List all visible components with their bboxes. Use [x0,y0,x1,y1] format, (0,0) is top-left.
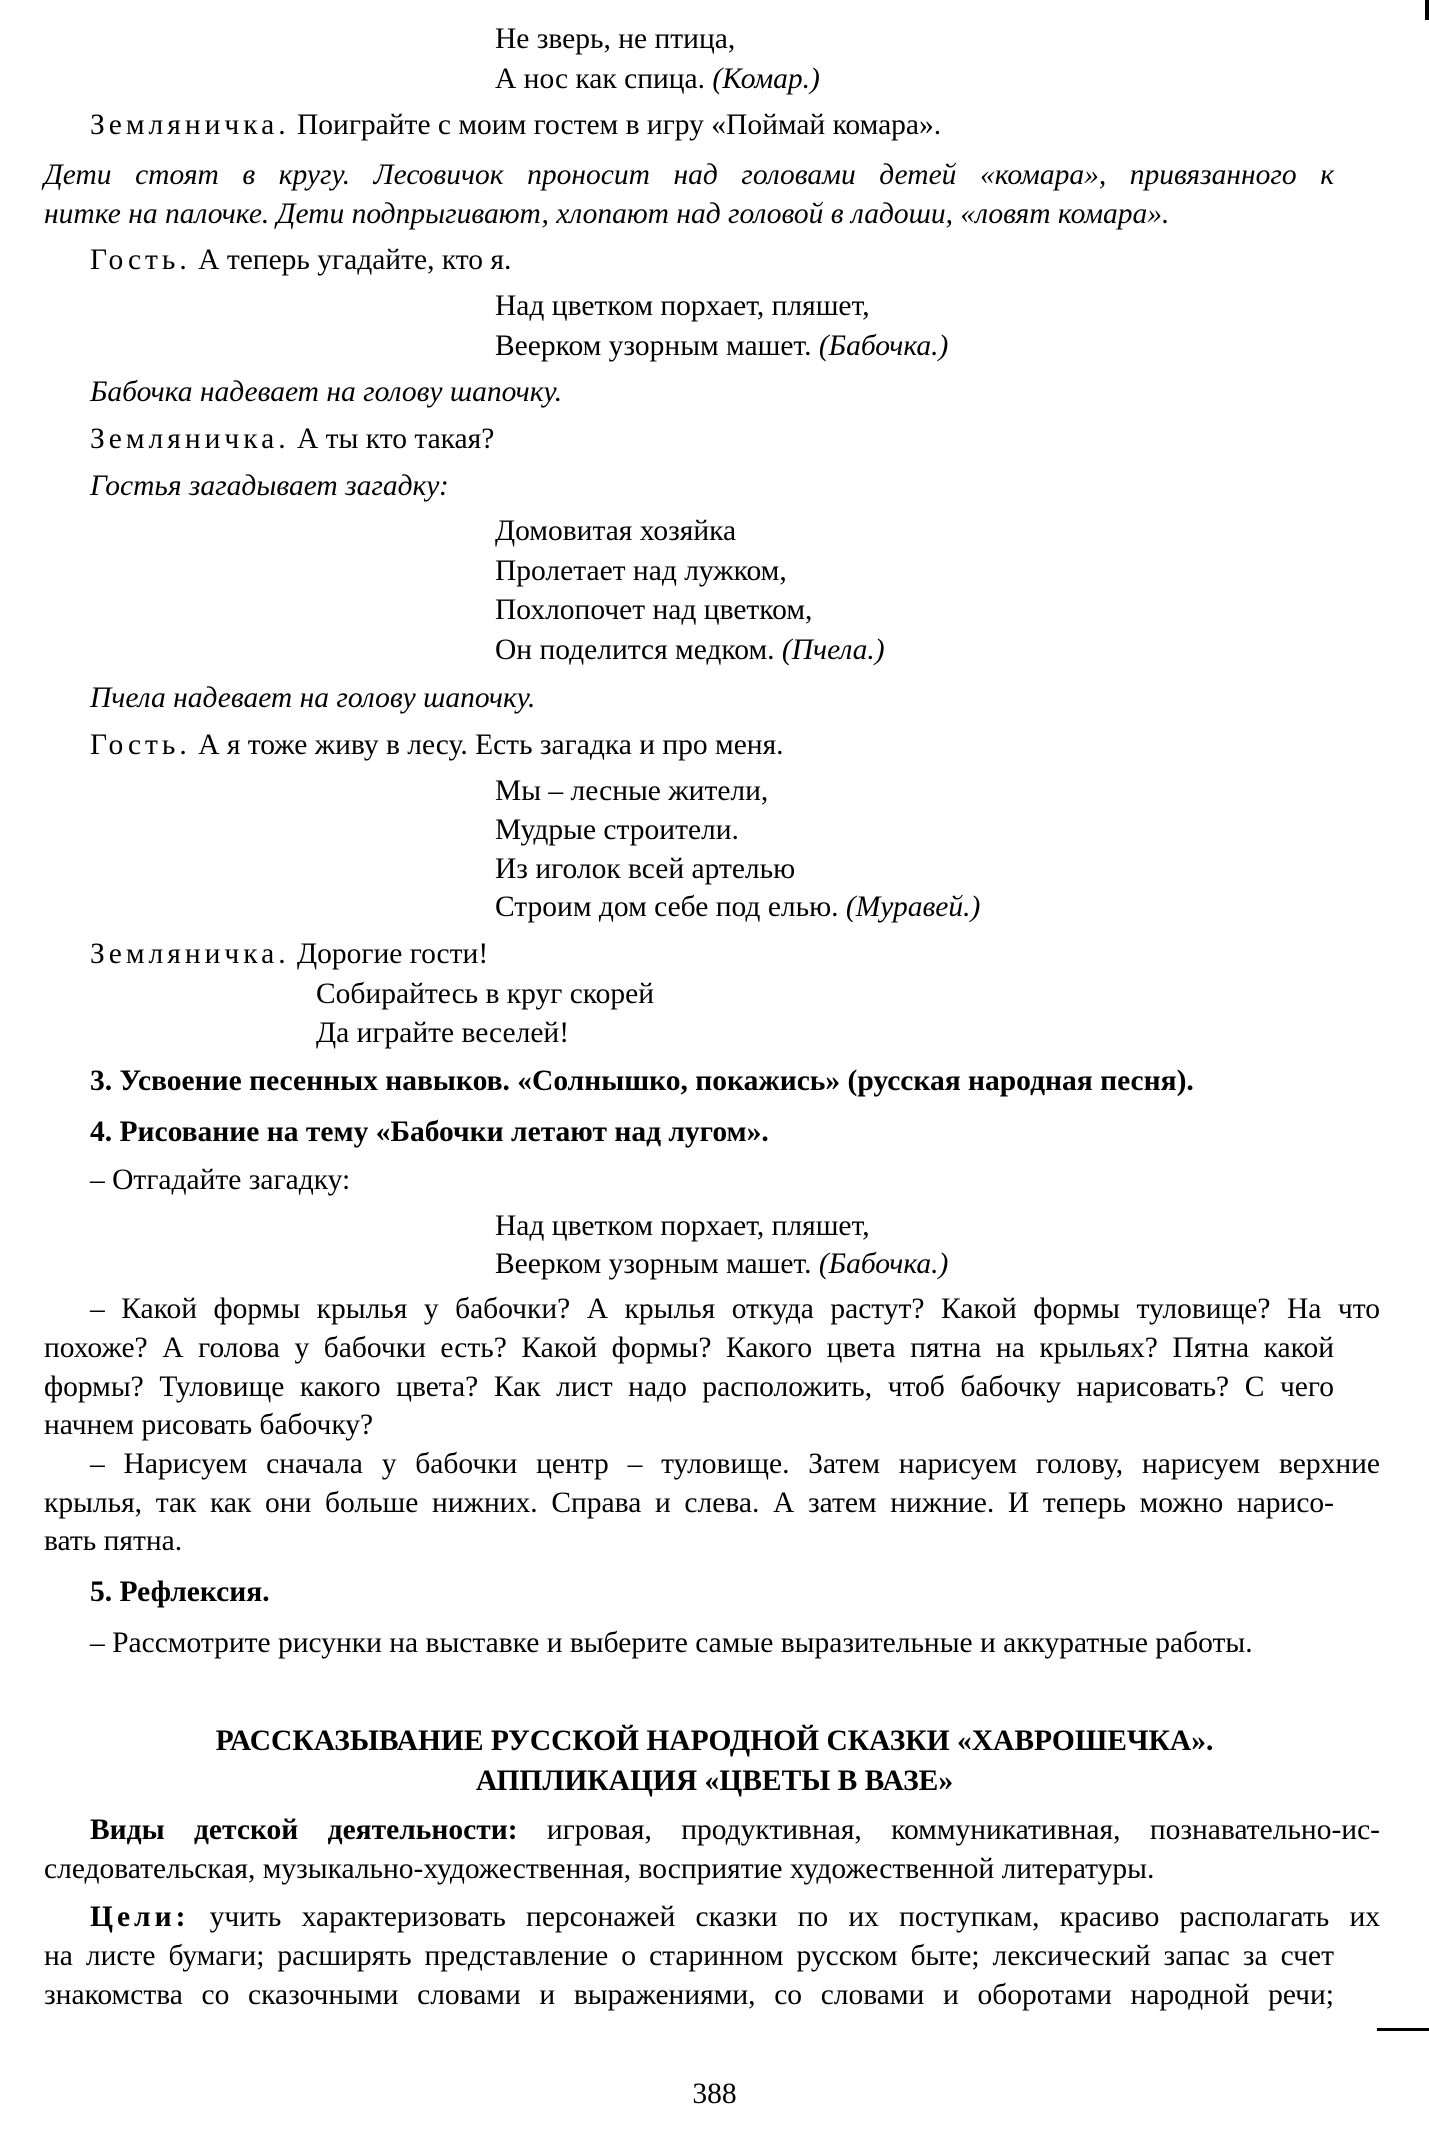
speech-line: Собирайтесь в круг скорей [316,978,655,1010]
speaker-name: Земляничка. [90,109,290,141]
paragraph-line: начнем рисовать бабочку? [44,1409,374,1441]
section-heading: 3. Усвоение песенных навыков. «Солнышко, покажись» (русская народная песня). [90,1065,1194,1097]
speech-line: Гость. А теперь угадайте, кто я. [90,244,512,276]
paragraph-line: – Нарисуем сначала у бабочки центр – туловище. Затем нарисуем голову, нарисуем верхние [90,1448,1380,1480]
stage-direction: Пчела надевает на голову шапочку. [90,682,536,714]
speaker-name: Земляничка. [90,938,290,970]
riddle-line: Над цветком порхает, пляшет, [495,290,870,322]
paragraph-line: знакомства со сказочными словами и выражениями, со словами и оборотами народной речи; [44,1979,1334,2011]
paragraph-line: формы? Туловище какого цвета? Как лист надо расположить, чтоб бабочку нарисовать? С чего [44,1371,1334,1403]
paragraph-line: похоже? А голова у бабочки есть? Какой формы? Какого цвета пятна на крыльях? Пятна какой [44,1332,1334,1364]
riddle-answer: (Муравей.) [845,891,981,923]
riddle-line: Строим дом себе под елью. (Муравей.) [495,891,981,923]
riddle-line: Похлопочет над цветком, [495,594,813,626]
speech-line: Гость. А я тоже живу в лесу. Есть загадка и про меня. [90,729,784,761]
paragraph-line: крылья, так как они больше нижних. Справа и слева. А затем нижние. И теперь можно нарисо- [44,1487,1334,1519]
speaker-name: Земляничка. [90,423,290,455]
riddle-line: Над цветком порхает, пляшет, [495,1210,870,1242]
speech-line: Земляничка. А ты кто такая? [90,423,495,455]
paragraph-label: Цели: [90,1901,190,1933]
riddle-answer: (Пчела.) [781,634,885,666]
scan-edge-mark [1425,0,1429,20]
riddle-line: Веерком узорным машет. (Бабочка.) [495,330,949,362]
riddle-line: Мы – лесные жители, [495,775,769,807]
text-line: – Отгадайте загадку: [90,1164,351,1196]
speech-line: Земляничка. Поиграйте с моим гостем в игру «Поймай комара». [90,109,942,141]
speaker-name: Гость. [90,244,191,276]
paragraph-line: вать пятна. [44,1525,183,1557]
speech-line: Да играйте веселей! [316,1017,570,1049]
stage-direction: нитке на палочке. Дети подпрыгивают, хлопают над головой в ладоши, «ловят комара». [44,198,1170,230]
chapter-title: РАССКАЗЫВАНИЕ РУССКОЙ НАРОДНОЙ СКАЗКИ «ХАВРОШЕЧКА». [215,1725,1214,1757]
scan-edge-mark [1377,2028,1429,2031]
chapter-title: АППЛИКАЦИЯ «ЦВЕТЫ В ВАЗЕ» [475,1765,954,1797]
riddle-answer: (Комар.) [712,63,820,95]
riddle-line: Веерком узорным машет. (Бабочка.) [495,1248,949,1280]
riddle-line: Мудрые строители. [495,814,739,846]
paragraph-line: Цели: учить характеризовать персонажей сказки по их поступкам, красиво располагать их [90,1901,1381,1933]
riddle-line: Он поделится медком. (Пчела.) [495,634,885,666]
stage-direction: Дети стоят в кругу. Лесовичок проносит над головами детей «комара», привязанного к [44,159,1334,191]
page-number: 388 [692,2078,737,2110]
riddle-line: Домовитая хозяйка [495,515,737,547]
paragraph-line: Виды детской деятельности: игровая, продуктивная, коммуникативная, познавательно-ис- [90,1814,1380,1846]
riddle-line: А нос как спица. (Комар.) [495,63,820,95]
stage-direction: Гостья загадывает загадку: [90,470,449,502]
stage-direction: Бабочка надевает на голову шапочку. [90,376,563,408]
riddle-line: Не зверь, не птица, [495,23,736,55]
speaker-name: Гость. [90,729,191,761]
paragraph-line: на листе бумаги; расширять представление о старинном русском быте; лексический запас за счет [44,1940,1334,1972]
riddle-answer: (Бабочка.) [818,1248,949,1280]
riddle-line: Пролетает над лужком, [495,555,787,587]
paragraph-label: Виды детской деятельности: [90,1814,518,1846]
riddle-answer: (Бабочка.) [818,330,949,362]
paragraph-line: следовательская, музыкально-художественная, восприятие художественной литературы. [44,1853,1155,1885]
paragraph-line: – Какой формы крылья у бабочки? А крылья откуда растут? Какой формы туловище? На что [90,1293,1380,1325]
section-heading: 5. Рефлексия. [90,1576,270,1608]
speech-line: Земляничка. Дорогие гости! [90,938,489,970]
text-line: – Рассмотрите рисунки на выставке и выберите самые выразительные и аккуратные работы. [90,1627,1253,1659]
riddle-line: Из иголок всей артелью [495,853,796,885]
section-heading: 4. Рисование на тему «Бабочки летают над лугом». [90,1116,769,1148]
